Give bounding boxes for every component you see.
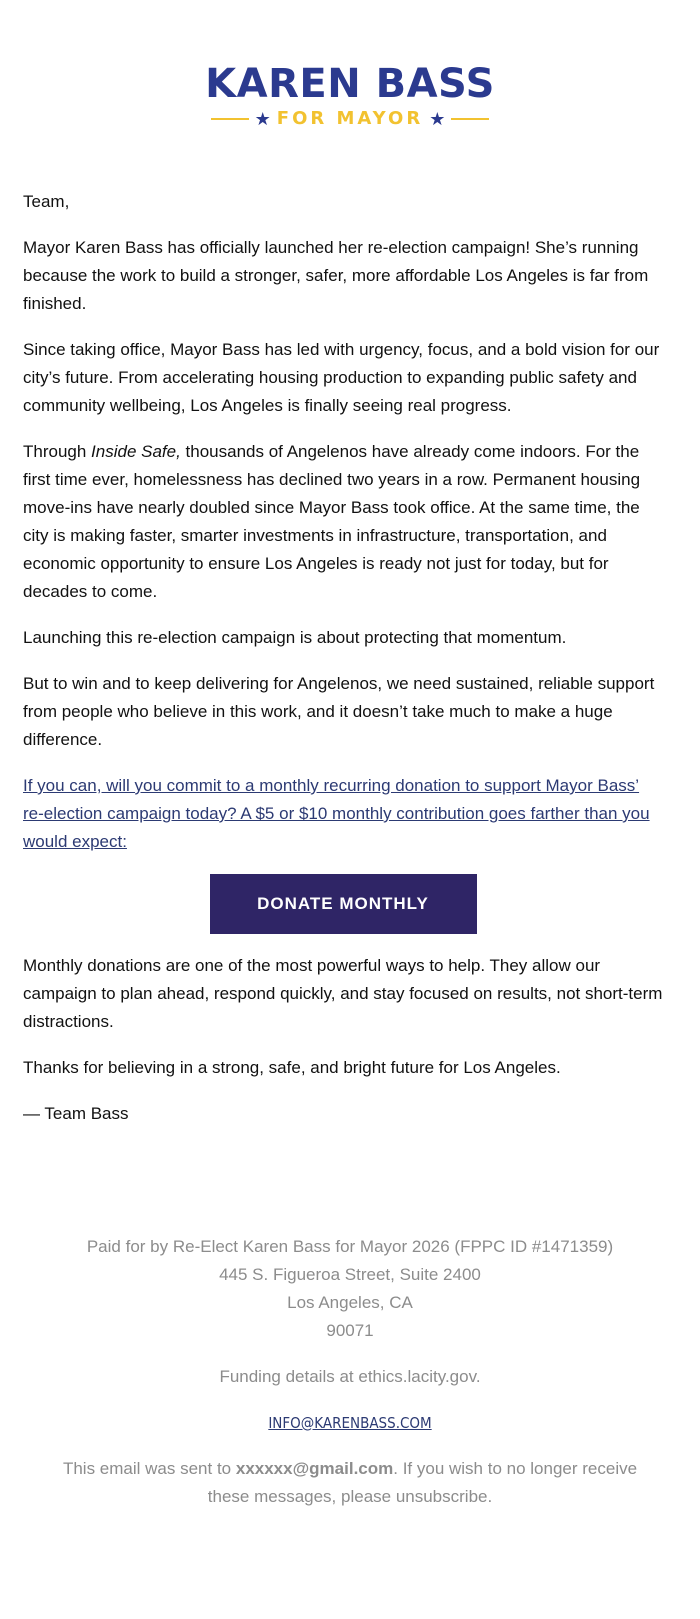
recipient-address: xxxxxx@gmail.com bbox=[235, 1459, 394, 1478]
paragraph-support: But to win and to keep delivering for Angelenos, we need sustained, reliable support from people who believe in this work, and it doesn’t take much to make a huge difference. bbox=[23, 674, 655, 749]
star-icon: ★ bbox=[254, 108, 271, 129]
star-icon: ★ bbox=[429, 108, 446, 129]
donate-monthly-button[interactable]: DONATE MONTHLY bbox=[210, 874, 477, 934]
paragraph-monthly: Monthly donations are one of the most powerful ways to help. They allow our campaign to plan ahead, respond quickly, and stay focused on results, not short-term distractions. bbox=[23, 956, 663, 1031]
logo-tagline: FOR MAYOR bbox=[276, 108, 424, 129]
email-body bbox=[23, 188, 663, 1146]
paragraph-inside-safe bbox=[23, 438, 663, 606]
paragraph-progress: Since taking office, Mayor Bass has led with urgency, focus, and a bold vision for our city’s future. From accelerating housing production to expanding public safety and community wellbeing, Los Angeles is finally seeing real progress. bbox=[23, 340, 660, 415]
paragraph-launch: Mayor Karen Bass has officially launched her re-election campaign! She’s running because the work to build a stronger, safer, more affordable Los Angeles is far from finished. bbox=[23, 238, 649, 313]
signoff: — Team Bass bbox=[23, 1104, 129, 1123]
unsubscribe-text[interactable]: . If you wish to no longer receive these messages, please unsubscribe. bbox=[207, 1459, 638, 1506]
paragraph-momentum: Launching this re-election campaign is about protecting that momentum. bbox=[23, 628, 567, 647]
logo-rule-right bbox=[451, 118, 489, 120]
logo-tagline-row bbox=[0, 108, 700, 129]
email-footer bbox=[0, 1233, 700, 1511]
paid-for-disclaimer: Paid for by Re-Elect Karen Bass for Mayor 2026 (FPPC ID #1471359) bbox=[86, 1237, 614, 1256]
sent-prefix: This email was sent to bbox=[62, 1459, 236, 1478]
sent-to-notice bbox=[0, 1455, 700, 1511]
donate-button-wrapper bbox=[23, 874, 663, 934]
logo-rule-left bbox=[211, 118, 249, 120]
paragraph-thanks: Thanks for believing in a strong, safe, and bright future for Los Angeles. bbox=[23, 1058, 561, 1077]
monthly-donation-link[interactable]: If you can, will you commit to a monthly recurring donation to support Mayor Bass’ re-election campaign today? A $5 or $10 monthly contribution goes farther than you would expect: bbox=[23, 776, 650, 851]
inside-safe-prefix: Through bbox=[23, 442, 92, 461]
address-zip: 90071 bbox=[326, 1321, 374, 1340]
logo-title: KAREN BASS bbox=[205, 61, 495, 107]
campaign-logo bbox=[0, 62, 700, 129]
inside-safe-text: thousands of Angelenos have already come indoors. For the first time ever, homelessness has declined two years in a row. Permanent housing move-ins have nearly doubled since Mayor Bass took office. At the same time, the city is making faster, smarter investments in infrastructure, transportation, and economic opportunity to ensure Los Angeles is ready not just for today, but for decades to come. bbox=[23, 442, 641, 601]
contact-email-link[interactable]: INFO@KARENBASS.COM bbox=[268, 1414, 432, 1432]
funding-details: Funding details at ethics.lacity.gov. bbox=[219, 1367, 481, 1386]
address-street: 445 S. Figueroa Street, Suite 2400 bbox=[219, 1265, 481, 1284]
inside-safe-program: Inside Safe, bbox=[91, 442, 181, 461]
greeting: Team, bbox=[23, 192, 70, 211]
address-city: Los Angeles, CA bbox=[287, 1293, 413, 1312]
